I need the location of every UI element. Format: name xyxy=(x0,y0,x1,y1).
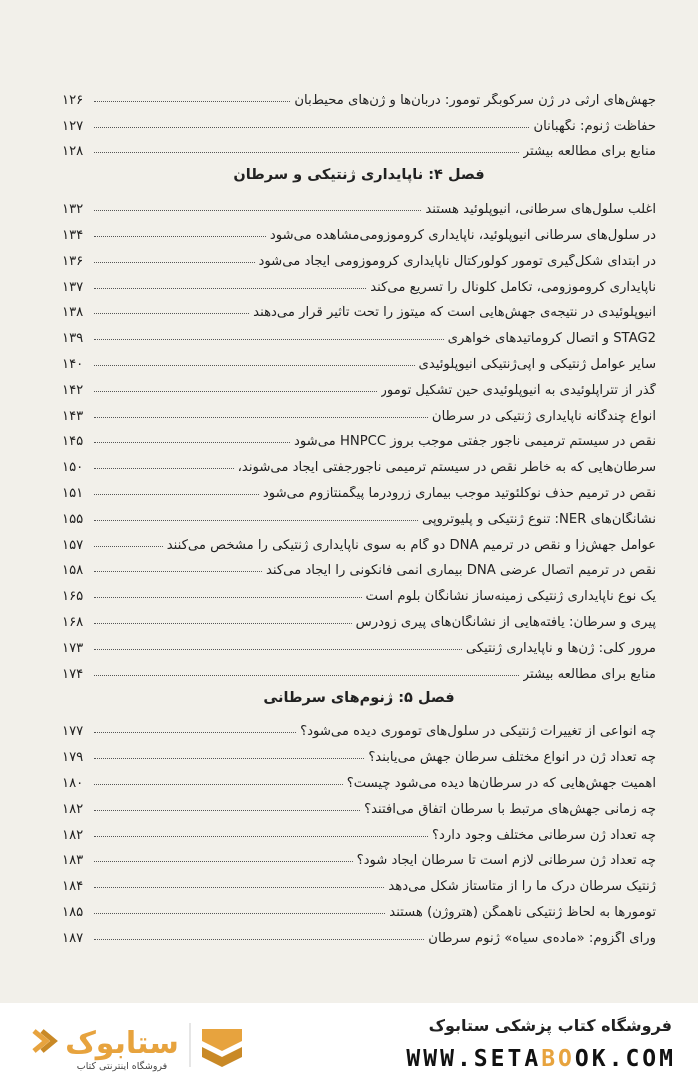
dot-leader xyxy=(94,887,384,888)
toc-entry[interactable] xyxy=(62,424,656,450)
dot-leader xyxy=(94,468,234,469)
toc-entry-title: چه تعداد ژن سرطانی مختلف وجود دارد؟ xyxy=(432,827,656,843)
dot-leader xyxy=(94,442,290,443)
dot-leader xyxy=(94,262,255,263)
toc-entry-page: ۱۷۹ xyxy=(62,750,84,766)
toc-entry-page: ۱۸۲ xyxy=(62,827,84,843)
toc-entry-title: ناپایداری کروموزومی، تکامل کلونال را تسریع می‌کند xyxy=(370,279,656,295)
dot-leader xyxy=(94,339,444,340)
toc-entry[interactable] xyxy=(62,346,656,372)
toc-entry-title: سرطان‌هایی که به خاطر نقص در سیستم ترمیمی ناجورجفتی ایجاد می‌شوند، xyxy=(237,460,656,476)
toc-entry-page: ۱۷۷ xyxy=(62,724,84,740)
toc-entry[interactable] xyxy=(62,217,656,243)
toc-entry-page: ۱۴۲ xyxy=(62,382,84,398)
toc-entry[interactable] xyxy=(62,269,656,295)
toc-entry-page: ۱۸۴ xyxy=(62,879,84,895)
toc-entry[interactable] xyxy=(62,817,656,843)
toc-entry-title: نقص در ترمیم اتصال عرضی DNA بیماری آنمی فانکونی را ایجاد می‌کند xyxy=(265,563,656,579)
toc-entry[interactable] xyxy=(62,656,656,682)
toc-entry[interactable] xyxy=(62,630,656,656)
toc-entry-page: ۱۶۸ xyxy=(62,614,84,630)
dot-leader xyxy=(94,101,290,102)
toc-entry-title: ورای اگزوم: «ماده‌ی سیاه» ژنوم سرطان xyxy=(428,930,656,946)
toc-entry[interactable] xyxy=(62,791,656,817)
dot-leader xyxy=(94,417,428,418)
toc-entry-page: ۱۸۷ xyxy=(62,930,84,946)
dot-leader xyxy=(94,784,343,785)
toc-entry-title: ژنتیک سرطان درک ما را از متاستاز شکل می‌دهد xyxy=(388,879,656,895)
toc-entry-page: ۱۳۲ xyxy=(62,202,84,218)
toc-entry-page: ۱۳۸ xyxy=(62,305,84,321)
toc-entry-page: ۱۸۵ xyxy=(62,904,84,920)
toc-entry[interactable] xyxy=(62,243,656,269)
toc-entry-title: مرور کلی: ژن‌ها و ناپایداری ژنتیکی xyxy=(465,640,656,656)
toc-entry-title: نقص در سیستم ترمیمی ناجور جفتی موجب بروز HNPCC می‌شود xyxy=(293,434,656,450)
toc-entry-page: ۱۸۰ xyxy=(62,775,84,791)
dot-leader xyxy=(94,939,424,940)
dot-leader xyxy=(94,494,259,495)
store-footer xyxy=(0,1003,698,1080)
table-of-contents xyxy=(62,82,656,946)
toc-entry[interactable] xyxy=(62,108,656,134)
toc-entry-page: ۱۴۰ xyxy=(62,356,84,372)
toc-entry[interactable] xyxy=(62,527,656,553)
store-title: فروشگاه کتاب پزشکی ستابوک xyxy=(428,1016,672,1035)
logo-text: ستابوک xyxy=(65,1026,179,1061)
toc-entry-page: ۱۵۷ xyxy=(62,537,84,553)
dot-leader xyxy=(94,732,296,733)
toc-entry-page: ۱۳۹ xyxy=(62,331,84,347)
toc-entry[interactable] xyxy=(62,714,656,740)
chapter-heading: فصل ۵: ژنوم‌های سرطانی xyxy=(263,689,455,706)
dot-leader xyxy=(94,675,519,676)
toc-entry-title: گذر از تتراپلوئیدی به آنیوپلوئیدی حین تشکیل تومور xyxy=(380,382,656,398)
dot-leader xyxy=(94,313,249,314)
toc-entry-title: انواع چندگانه ناپایداری ژنتیکی در سرطان xyxy=(431,408,656,424)
toc-entry-title: منابع برای مطالعه بیشتر xyxy=(522,666,656,682)
toc-entry-page: ۱۵۵ xyxy=(62,511,84,527)
dot-leader xyxy=(94,836,428,837)
toc-entry-page: ۱۲۷ xyxy=(62,118,84,134)
toc-entry[interactable] xyxy=(62,604,656,630)
toc-entry-title: چه تعداد ژن در انواع مختلف سرطان جهش می‌یابند؟ xyxy=(368,750,656,766)
toc-entry[interactable] xyxy=(62,82,656,108)
dot-leader xyxy=(94,571,262,572)
toc-entry[interactable] xyxy=(62,372,656,398)
toc-entry-page: ۱۵۰ xyxy=(62,460,84,476)
toc-entry[interactable] xyxy=(62,320,656,346)
book-emblem-icon xyxy=(202,1029,242,1067)
toc-entry-page: ۱۳۷ xyxy=(62,279,84,295)
toc-entry-title: یک نوع ناپایداری ژنتیکی زمینه‌ساز نشانگان بلوم است xyxy=(365,589,656,605)
toc-entry-title: اغلب سلول‌های سرطانی، آنیوپلوئید هستند xyxy=(425,202,656,218)
dot-leader xyxy=(94,758,364,759)
toc-entry-page: ۱۳۴ xyxy=(62,227,84,243)
dot-leader xyxy=(94,210,421,211)
toc-entry-title: اهمیت جهش‌هایی که در سرطان‌ها دیده می‌شود چیست؟ xyxy=(346,775,656,791)
toc-entry-page: ۱۴۳ xyxy=(62,408,84,424)
dot-leader xyxy=(94,597,362,598)
toc-entry[interactable] xyxy=(62,475,656,501)
toc-entry-title: عوامل جهش‌زا و نقص در ترمیم DNA دو گام به سوی ناپایداری ژنتیکی را مشخص می‌کنند xyxy=(166,537,656,553)
toc-entry-title: سایر عوامل ژنتیکی و اپی‌ژنتیکی آنیوپلوئیدی xyxy=(418,356,656,372)
toc-entry-page: ۱۵۱ xyxy=(62,485,84,501)
dot-leader xyxy=(94,288,366,289)
toc-entry-title: چه زمانی جهش‌های مرتبط با سرطان اتفاق می‌افتند؟ xyxy=(364,801,656,817)
logo-subtext: فروشگاه اینترنتی کتاب xyxy=(76,1061,168,1072)
dot-leader xyxy=(94,520,418,521)
toc-entry[interactable] xyxy=(62,449,656,475)
toc-entry-page: ۱۶۵ xyxy=(62,589,84,605)
dot-leader xyxy=(94,127,529,128)
toc-entry[interactable] xyxy=(62,295,656,321)
toc-entry-title: چه انواعی از تغییرات ژنتیکی در سلول‌های توموری دیده می‌شود؟ xyxy=(300,724,656,740)
dot-leader xyxy=(94,391,377,392)
toc-entry-page: ۱۷۴ xyxy=(62,666,84,682)
url-prefix: WWW.SETA xyxy=(406,1046,542,1072)
setabook-logo[interactable] xyxy=(30,1017,260,1073)
url-suffix: OK.COM xyxy=(574,1046,676,1072)
toc-entry[interactable] xyxy=(62,739,656,765)
toc-entry[interactable] xyxy=(62,843,656,869)
dot-leader xyxy=(94,810,360,811)
toc-entry-page: ۱۳۶ xyxy=(62,253,84,269)
toc-entry[interactable] xyxy=(62,920,656,946)
toc-entry-page: ۱۸۲ xyxy=(62,801,84,817)
dot-leader xyxy=(94,152,519,153)
dot-leader xyxy=(94,236,266,237)
toc-entry-title: نقص در ترمیم حذف نوکلئوتید موجب بیماری زرودرما پیگمنتازوم می‌شود xyxy=(262,485,656,501)
dot-leader xyxy=(94,861,353,862)
toc-entry[interactable] xyxy=(62,398,656,424)
toc-entry-page: ۱۲۸ xyxy=(62,144,84,160)
store-url[interactable] xyxy=(406,1046,676,1072)
toc-entry[interactable] xyxy=(62,191,656,217)
url-accent: BO xyxy=(541,1046,575,1072)
toc-entry[interactable] xyxy=(62,501,656,527)
dot-leader xyxy=(94,546,163,547)
toc-entry-title: جهش‌های ارثی در ژن سرکوبگر تومور: دربان‌ها و ژن‌های محیط‌بان xyxy=(294,92,656,108)
toc-entry[interactable] xyxy=(62,868,656,894)
toc-entry-title: چه تعداد ژن سرطانی لازم است تا سرطان ایجاد شود؟ xyxy=(356,853,656,869)
toc-entry[interactable] xyxy=(62,894,656,920)
dot-leader xyxy=(94,623,352,624)
dot-leader xyxy=(94,913,385,914)
toc-entry[interactable] xyxy=(62,765,656,791)
toc-entry[interactable] xyxy=(62,578,656,604)
toc-entry-title: پیری و سرطان: یافته‌هایی از نشانگان‌های پیری زودرس xyxy=(355,614,656,630)
toc-entry-page: ۱۸۳ xyxy=(62,853,84,869)
dot-leader xyxy=(94,365,415,366)
toc-entry-title: نشانگان‌های NER: تنوع ژنتیکی و پلیوتروپی xyxy=(422,511,656,527)
toc-entry-title: حفاظت ژنوم: نگهبانان xyxy=(533,118,656,134)
toc-entry[interactable] xyxy=(62,134,656,160)
dot-leader xyxy=(94,649,462,650)
toc-entry-title: در سلول‌های سرطانی آنیوپلوئید، ناپایداری کروموزومی‌مشاهده می‌شود xyxy=(269,227,656,243)
toc-entry-page: ۱۵۸ xyxy=(62,563,84,579)
toc-entry-title: STAG2 و اتصال کروماتیدهای خواهری xyxy=(447,331,656,347)
toc-entry-page: ۱۷۳ xyxy=(62,640,84,656)
toc-entry[interactable] xyxy=(62,553,656,579)
toc-entry-page: ۱۲۶ xyxy=(62,92,84,108)
toc-entry-page: ۱۴۵ xyxy=(62,434,84,450)
chapter-heading: فصل ۴: ناپایداری ژنتیکی و سرطان xyxy=(233,167,485,184)
toc-entry-title: آنیوپلوئیدی در نتیجه‌ی جهش‌هایی است که میتوز را تحت تأثیر قرار می‌دهند xyxy=(253,305,656,321)
toc-entry-title: تومورها به لحاظ ژنتیکی ناهمگن (هتروژن) هستند xyxy=(389,904,656,920)
toc-entry-title: در ابتدای شکل‌گیری تومور کولورکتال ناپایداری کروموزومی ایجاد می‌شود xyxy=(258,253,656,269)
toc-entry-title: منابع برای مطالعه بیشتر xyxy=(522,144,656,160)
